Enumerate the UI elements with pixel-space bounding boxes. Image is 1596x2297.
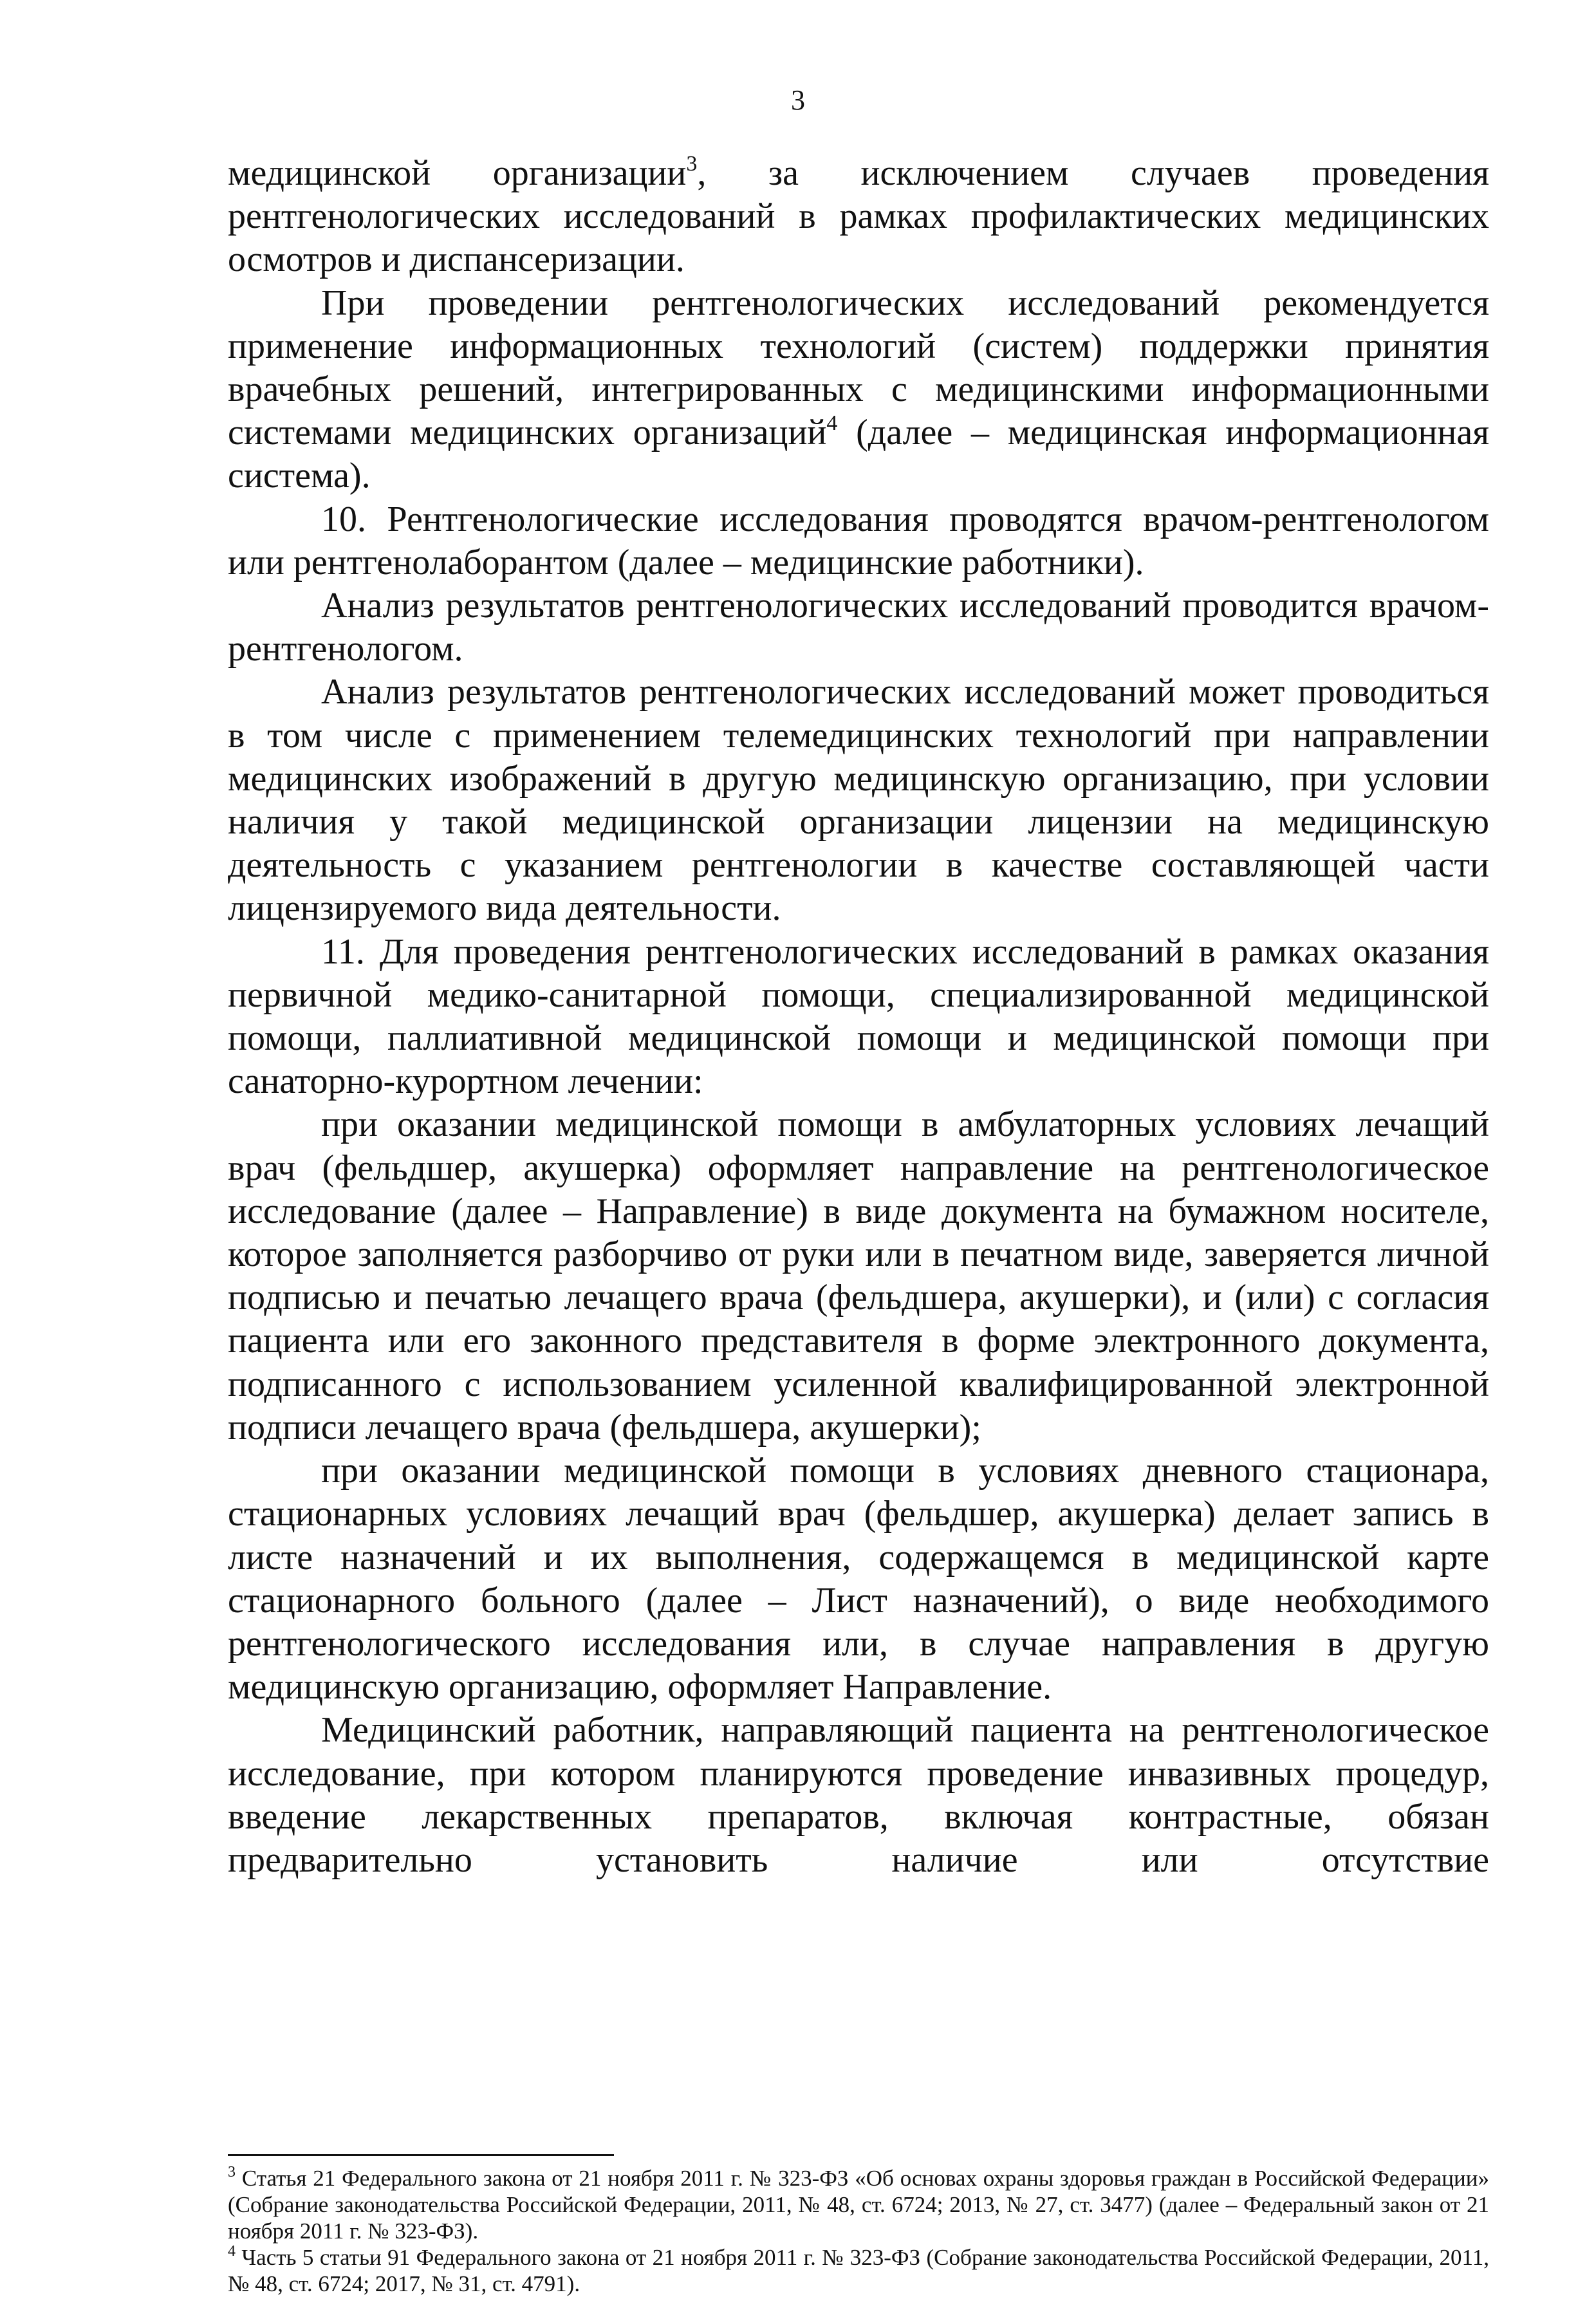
footnote-text: Статья 21 Федерального закона от 21 ноября 2011 г. № 323-ФЗ «Об основах охраны здоровья граждан в Российской Федерации» (Собрание законодательства Российской Федерации, 2011, № 48, ст. 6724; 2013, № 27, ст. 3477) (далее – Федеральный закон от 21 ноября 2011 г. № 323-ФЗ).	[228, 2166, 1489, 2244]
footnote	[228, 2244, 1489, 2297]
page-number: 3	[791, 84, 805, 116]
footnote-text: Часть 5 статьи 91 Федерального закона от 21 ноября 2011 г. № 323-ФЗ (Собрание законодательства Российской Федерации, 2011, № 48, ст. 6724; 2017, № 31, ст. 4791).	[228, 2245, 1489, 2296]
footnote	[228, 2165, 1489, 2244]
paragraph	[228, 282, 1489, 498]
paragraph-text: (далее – медицинская информационная система).	[228, 413, 1489, 496]
footnote-divider	[228, 2154, 614, 2156]
document-body	[228, 152, 1489, 1882]
paragraph: Медицинский работник, направляющий пациента на рентгенологическое исследование, при котором планируются проведение инвазивных процедур, введение лекарственных препаратов, включая контрастные, обязан предварительно установить наличие или отсутствие	[228, 1710, 1489, 1880]
footnote-mark: 4	[228, 2243, 236, 2260]
footnote-reference: 3	[686, 152, 698, 176]
paragraph-text: , за исключением случаев проведения рентгенологических исследований в рамках профилактических медицинских осмотров и диспансеризации.	[228, 153, 1489, 280]
footnote-mark: 3	[228, 2164, 236, 2181]
paragraph: Анализ результатов рентгенологических исследований может проводиться в том числе с применением телемедицинских технологий при направлении медицинских изображений в другую медицинскую организацию, при условии наличия у такой медицинской организации лицензии на медицинскую деятельность с указанием рентгенологии в качестве составляющей части лицензируемого вида деятельности.	[228, 672, 1489, 929]
paragraph-text: медицинской организации	[228, 153, 687, 193]
paragraph-text: При проведении рентгенологических исследований рекомендуется применение информационных технологий (систем) поддержки принятия врачебных решений, интегрированных с медицинскими информационными системами медицинских организаций	[228, 283, 1489, 453]
paragraph: 11. Для проведения рентгенологических исследований в рамках оказания первичной медико-санитарной помощи, специализированной медицинской помощи, паллиативной медицинской помощи и медицинской помощи при санаторно-курортном лечении:	[228, 931, 1489, 1102]
paragraph	[228, 152, 1489, 282]
paragraph: при оказании медицинской помощи в амбулаторных условиях лечащий врач (фельдшер, акушерка) оформляет направление на рентгенологическое исследование (далее – Направление) в виде документа на бумажном носителе, которое заполняется разборчиво от руки или в печатном виде, заверяется личной подписью и печатью лечащего врача (фельдшера, акушерки), и (или) с согласия пациента или его законного представителя в форме электронного документа, подписанного с использованием усиленной квалифицированной электронной подписи лечащего врача (фельдшера, акушерки);	[228, 1104, 1489, 1447]
paragraph: Анализ результатов рентгенологических исследований проводится врачом-рентгенологом.	[228, 586, 1489, 669]
footnote-reference: 4	[826, 411, 838, 436]
footnotes	[228, 2165, 1489, 2297]
paragraph: при оказании медицинской помощи в условиях дневного стационара, стационарных условиях лечащий врач (фельдшер, акушерка) делает запись в листе назначений и их выполнения, содержащемся в медицинской карте стационарного больного (далее – Лист назначений), о виде необходимого рентгенологического исследования или, в случае направления в другую медицинскую организацию, оформляет Направление.	[228, 1451, 1489, 1707]
paragraph: 10. Рентгенологические исследования проводятся врачом-рентгенологом или рентгенолаборантом (далее – медицинские работники).	[228, 499, 1489, 582]
